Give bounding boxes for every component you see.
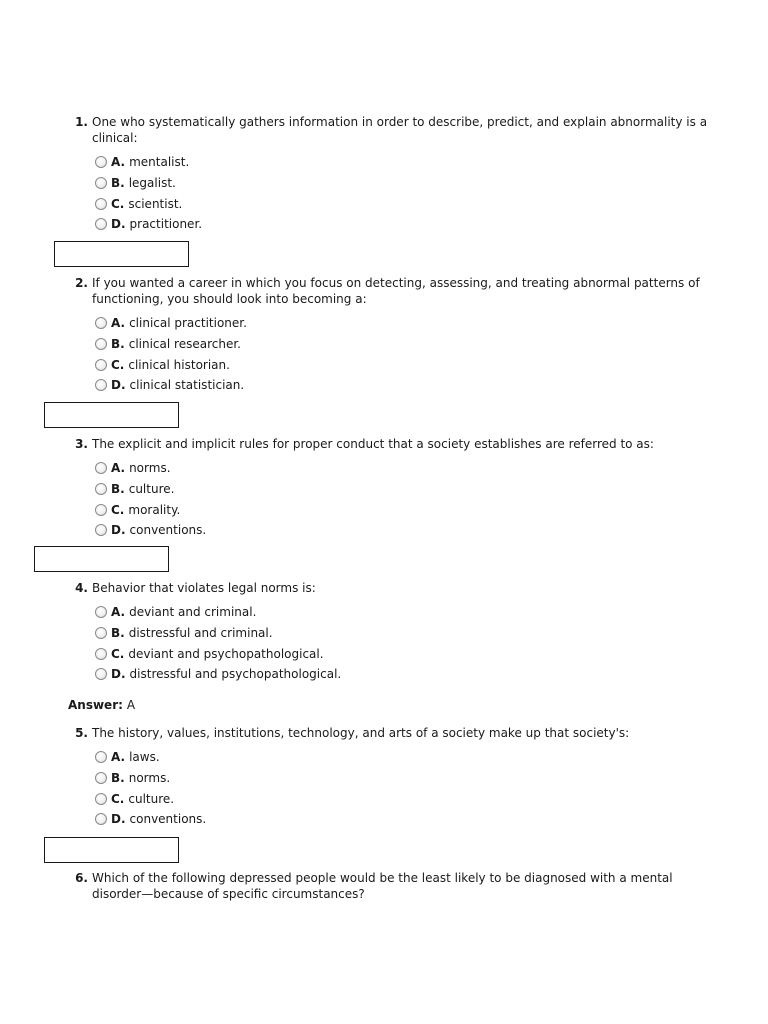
radio-button[interactable] bbox=[95, 483, 107, 495]
answer-box-3 bbox=[34, 546, 169, 572]
option-d[interactable] bbox=[95, 375, 708, 396]
option-letter: A. bbox=[111, 316, 126, 331]
option-text: clinical researcher. bbox=[128, 337, 241, 352]
radio-button[interactable] bbox=[95, 606, 107, 618]
option-b[interactable] bbox=[95, 768, 708, 789]
option-d[interactable] bbox=[95, 809, 708, 830]
option-text: legalist. bbox=[128, 176, 176, 191]
radio-button[interactable] bbox=[95, 772, 107, 784]
radio-button[interactable] bbox=[95, 793, 107, 805]
option-letter: D. bbox=[111, 378, 126, 393]
option-a[interactable] bbox=[95, 152, 708, 173]
option-letter: C. bbox=[111, 502, 125, 517]
question-number: 1. bbox=[75, 115, 88, 129]
question-number: 6. bbox=[75, 871, 88, 885]
option-text: culture. bbox=[128, 482, 175, 497]
question-5 bbox=[68, 725, 708, 830]
question-number: 4. bbox=[75, 581, 88, 595]
option-text: culture. bbox=[128, 791, 175, 806]
option-d[interactable] bbox=[95, 214, 708, 235]
option-letter: C. bbox=[111, 357, 125, 372]
radio-button[interactable] bbox=[95, 648, 107, 660]
radio-button[interactable] bbox=[95, 177, 107, 189]
radio-button[interactable] bbox=[95, 218, 107, 230]
option-letter: A. bbox=[111, 605, 126, 620]
radio-button[interactable] bbox=[95, 627, 107, 639]
answer-label: Answer: bbox=[68, 698, 123, 712]
option-text: distressful and psychopathological. bbox=[129, 667, 342, 682]
question-1 bbox=[68, 114, 708, 235]
option-text: conventions. bbox=[129, 523, 207, 538]
question-6 bbox=[68, 870, 708, 902]
option-text: norms. bbox=[129, 461, 171, 476]
option-b[interactable] bbox=[95, 623, 708, 644]
option-text: laws. bbox=[129, 750, 160, 765]
option-text: practitioner. bbox=[129, 217, 203, 232]
option-list bbox=[95, 458, 708, 541]
option-letter: D. bbox=[111, 217, 126, 232]
question-text: One who systematically gathers information in order to describe, predict, and explain abnormality is a clinical: bbox=[92, 115, 708, 145]
radio-button[interactable] bbox=[95, 317, 107, 329]
option-letter: B. bbox=[111, 771, 125, 786]
option-letter: B. bbox=[111, 482, 125, 497]
option-letter: C. bbox=[111, 791, 125, 806]
radio-button[interactable] bbox=[95, 156, 107, 168]
option-a[interactable] bbox=[95, 747, 708, 768]
question-4 bbox=[68, 580, 708, 685]
option-letter: D. bbox=[111, 523, 126, 538]
radio-button[interactable] bbox=[95, 668, 107, 680]
answer-box-5 bbox=[44, 837, 179, 863]
option-c[interactable] bbox=[95, 193, 708, 214]
option-letter: D. bbox=[111, 667, 126, 682]
option-list bbox=[95, 152, 708, 235]
radio-button[interactable] bbox=[95, 524, 107, 536]
answer-line bbox=[68, 697, 135, 713]
question-number: 5. bbox=[75, 726, 88, 740]
option-text: norms. bbox=[128, 771, 171, 786]
option-d[interactable] bbox=[95, 520, 708, 541]
question-text: The explicit and implicit rules for proper conduct that a society establishes are referred to as: bbox=[92, 437, 654, 451]
question-text: The history, values, institutions, technology, and arts of a society make up that society's: bbox=[92, 726, 630, 740]
option-text: scientist. bbox=[128, 196, 183, 211]
option-a[interactable] bbox=[95, 313, 708, 334]
option-letter: C. bbox=[111, 196, 125, 211]
answer-box-1 bbox=[54, 241, 189, 267]
option-letter: B. bbox=[111, 337, 125, 352]
radio-button[interactable] bbox=[95, 359, 107, 371]
option-letter: A. bbox=[111, 750, 126, 765]
option-text: distressful and criminal. bbox=[128, 626, 273, 641]
option-text: conventions. bbox=[129, 812, 207, 827]
option-text: mentalist. bbox=[129, 155, 190, 170]
question-3 bbox=[68, 436, 708, 541]
option-list bbox=[95, 747, 708, 830]
option-list bbox=[95, 602, 708, 685]
option-text: clinical historian. bbox=[128, 357, 230, 372]
option-letter: B. bbox=[111, 176, 125, 191]
radio-button[interactable] bbox=[95, 813, 107, 825]
option-text: morality. bbox=[128, 502, 181, 517]
option-a[interactable] bbox=[95, 458, 708, 479]
option-text: clinical practitioner. bbox=[129, 316, 247, 331]
question-text: If you wanted a career in which you focus on detecting, assessing, and treating abnormal patterns of functioning, you should look into becoming a: bbox=[92, 276, 700, 306]
option-list bbox=[95, 313, 708, 396]
question-text: Which of the following depressed people would be the least likely to be diagnosed with a mental disorder—because of specific circumstances? bbox=[92, 871, 673, 901]
option-text: deviant and psychopathological. bbox=[128, 646, 324, 661]
question-number: 2. bbox=[75, 276, 88, 290]
option-text: deviant and criminal. bbox=[129, 605, 257, 620]
question-2 bbox=[68, 275, 708, 396]
option-b[interactable] bbox=[95, 173, 708, 194]
option-text: clinical statistician. bbox=[129, 378, 245, 393]
option-c[interactable] bbox=[95, 499, 708, 520]
option-c[interactable] bbox=[95, 643, 708, 664]
option-letter: D. bbox=[111, 812, 126, 827]
option-d[interactable] bbox=[95, 664, 708, 685]
option-c[interactable] bbox=[95, 354, 708, 375]
option-letter: C. bbox=[111, 646, 125, 661]
radio-button[interactable] bbox=[95, 338, 107, 350]
radio-button[interactable] bbox=[95, 504, 107, 516]
option-b[interactable] bbox=[95, 479, 708, 500]
radio-button[interactable] bbox=[95, 462, 107, 474]
radio-button[interactable] bbox=[95, 198, 107, 210]
radio-button[interactable] bbox=[95, 751, 107, 763]
option-letter: A. bbox=[111, 461, 126, 476]
option-letter: A. bbox=[111, 155, 126, 170]
option-b[interactable] bbox=[95, 334, 708, 355]
question-text: Behavior that violates legal norms is: bbox=[92, 581, 316, 595]
option-letter: B. bbox=[111, 626, 125, 641]
option-c[interactable] bbox=[95, 788, 708, 809]
answer-value: A bbox=[126, 698, 136, 712]
answer-box-2 bbox=[44, 402, 179, 428]
radio-button[interactable] bbox=[95, 379, 107, 391]
option-a[interactable] bbox=[95, 602, 708, 623]
question-number: 3. bbox=[75, 437, 88, 451]
